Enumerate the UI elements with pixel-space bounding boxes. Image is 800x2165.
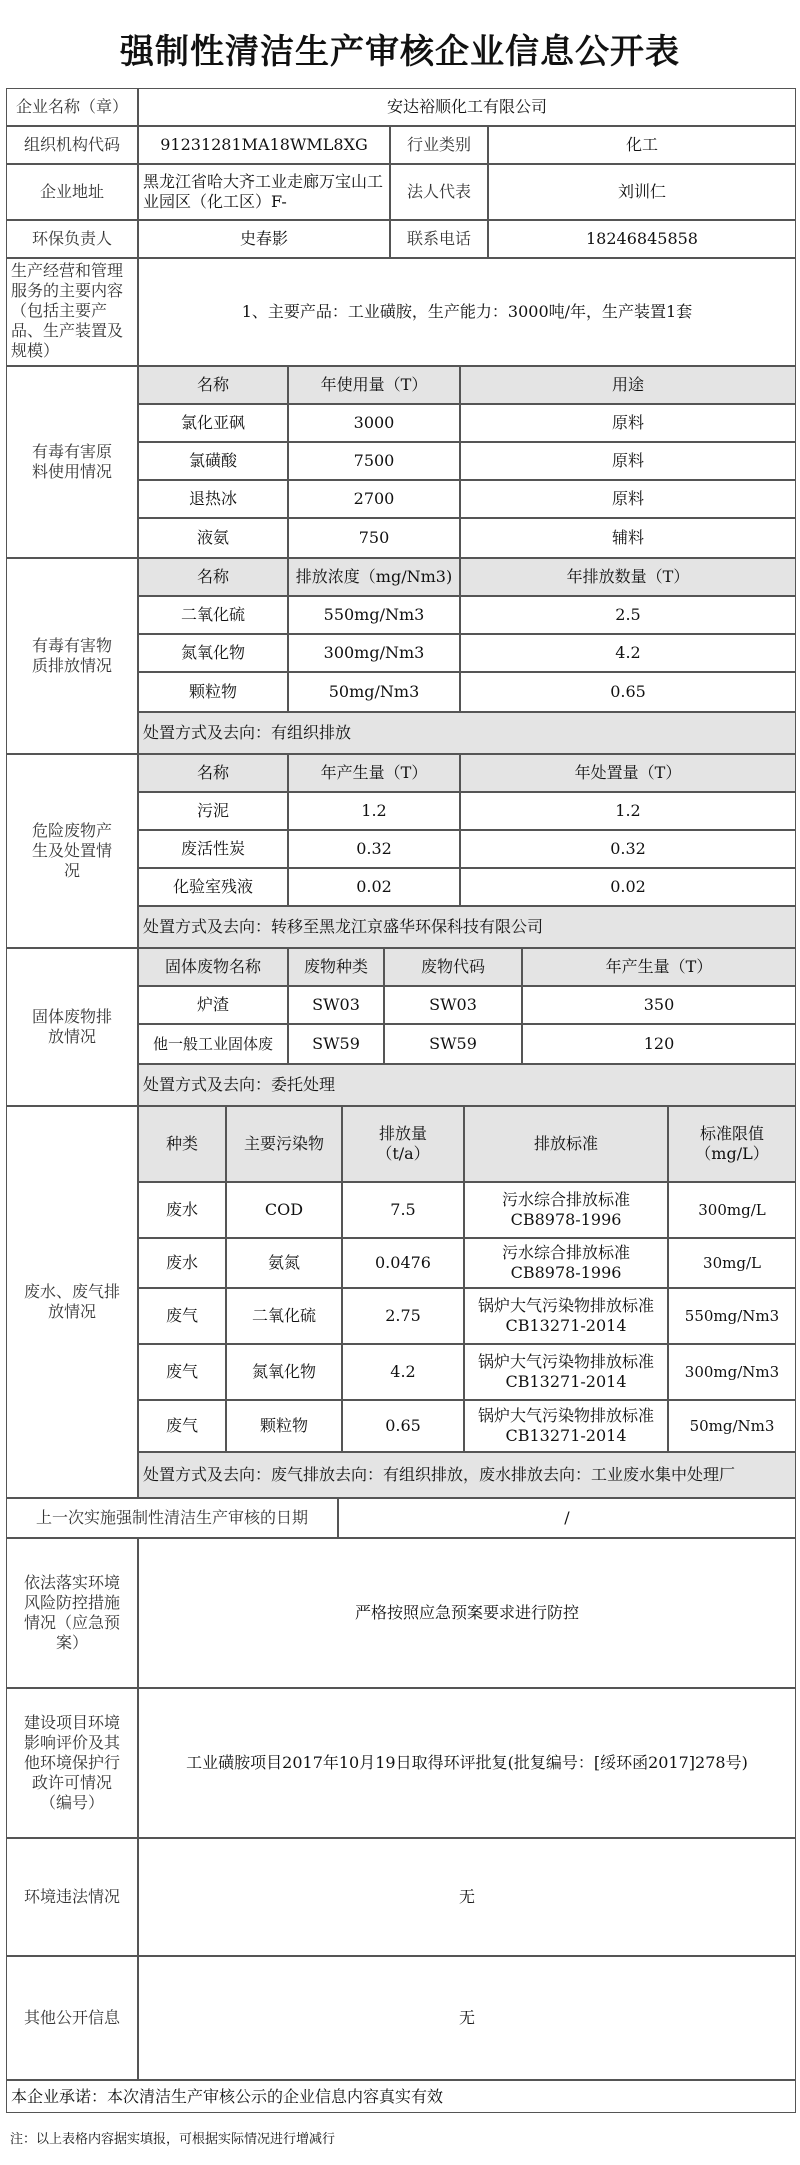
table-cell: 颗粒物 [226, 1400, 342, 1452]
toxic-materials-header: 名称 [138, 366, 288, 404]
hazardous-waste-disposal: 处置方式及去向：转移至黑龙江京盛华环保科技有限公司 [138, 906, 796, 948]
table-cell: 1.2 [460, 792, 796, 830]
table-cell: 550mg/Nm3 [288, 596, 460, 634]
company-value: 安达裕顺化工有限公司 [138, 88, 796, 126]
table-cell: 0.0476 [342, 1238, 464, 1288]
risk-control-label: 依法落实环境风险防控措施情况（应急预案） [6, 1538, 138, 1688]
env-person-label: 环保负责人 [6, 220, 138, 258]
table-cell: SW03 [384, 986, 522, 1024]
table-cell: 他一般工业固体废 [138, 1024, 288, 1064]
company-label: 企业名称（章） [6, 88, 138, 126]
table-cell: 原料 [460, 442, 796, 480]
wastewater-gas-header: 排放标准 [464, 1106, 668, 1182]
table-cell: 废活性炭 [138, 830, 288, 868]
wastewater-gas-header: 标准限值（mg/L） [668, 1106, 796, 1182]
page-title: 强制性清洁生产审核企业信息公开表 [120, 32, 680, 72]
table-cell: 二氧化硫 [226, 1288, 342, 1344]
table-cell: 污泥 [138, 792, 288, 830]
table-cell: 原料 [460, 480, 796, 518]
table-cell: 锅炉大气污染物排放标准CB13271-2014 [464, 1400, 668, 1452]
industry-label: 行业类别 [390, 126, 488, 164]
env-person-value: 史春影 [138, 220, 390, 258]
toxic-emissions-header: 名称 [138, 558, 288, 596]
eia-label: 建设项目环境影响评价及其他环境保护行政许可情况（编号） [6, 1688, 138, 1838]
other-info-label: 其他公开信息 [6, 1956, 138, 2080]
address-value: 黑龙江省哈大齐工业走廊万宝山工业园区（化工区）F- [138, 164, 390, 220]
table-cell: SW03 [288, 986, 384, 1024]
legal-rep-label: 法人代表 [390, 164, 488, 220]
table-cell: 0.02 [288, 868, 460, 906]
table-cell: 污水综合排放标准CB8978-1996 [464, 1238, 668, 1288]
table-cell: 氮氧化物 [226, 1344, 342, 1400]
toxic-materials-header: 用途 [460, 366, 796, 404]
table-cell: 化验室残液 [138, 868, 288, 906]
table-cell: 辅料 [460, 518, 796, 558]
table-cell: 50mg/Nm3 [288, 672, 460, 712]
table-cell: 液氨 [138, 518, 288, 558]
table-cell: 废水 [138, 1182, 226, 1238]
table-cell: 二氧化硫 [138, 596, 288, 634]
business-label: 生产经营和管理服务的主要内容（包括主要产品、生产装置及规模） [6, 258, 138, 366]
table-cell: 原料 [460, 404, 796, 442]
hazardous-waste-header: 年处置量（T） [460, 754, 796, 792]
table-cell: 0.32 [460, 830, 796, 868]
table-cell: 50mg/Nm3 [668, 1400, 796, 1452]
address-label: 企业地址 [6, 164, 138, 220]
table-cell: 氮氧化物 [138, 634, 288, 672]
toxic-emissions-header: 排放浓度（mg/Nm3) [288, 558, 460, 596]
industry-value: 化工 [488, 126, 796, 164]
table-cell: 350 [522, 986, 796, 1024]
solid-waste-header: 废物代码 [384, 948, 522, 986]
phone-value: 18246845858 [488, 220, 796, 258]
table-cell: 30mg/L [668, 1238, 796, 1288]
wastewater-gas-label: 废水、废气排放情况 [6, 1106, 138, 1498]
eia-value: 工业磺胺项目2017年10月19日取得环评批复(批复编号：[绥环函2017]278号) [138, 1688, 796, 1838]
other-info-value: 无 [138, 1956, 796, 2080]
table-cell: 锅炉大气污染物排放标准CB13271-2014 [464, 1288, 668, 1344]
table-cell: 0.65 [342, 1400, 464, 1452]
wastewater-gas-header: 主要污染物 [226, 1106, 342, 1182]
table-cell: 废水 [138, 1238, 226, 1288]
table-cell: 4.2 [460, 634, 796, 672]
hazardous-waste-header: 年产生量（T） [288, 754, 460, 792]
last-audit-label: 上一次实施强制性清洁生产审核的日期 [6, 1498, 338, 1538]
table-cell: 750 [288, 518, 460, 558]
violation-value: 无 [138, 1838, 796, 1956]
solid-waste-header: 固体废物名称 [138, 948, 288, 986]
business-value: 1、主要产品：工业磺胺，生产能力：3000吨/年，生产装置1套 [138, 258, 796, 366]
table-cell: 3000 [288, 404, 460, 442]
hazardous-waste-label: 危险废物产生及处置情况 [6, 754, 138, 948]
risk-control-value: 严格按照应急预案要求进行防控 [138, 1538, 796, 1688]
last-audit-value: / [338, 1498, 796, 1538]
table-cell: 氨氮 [226, 1238, 342, 1288]
table-cell: 退热冰 [138, 480, 288, 518]
legal-rep-value: 刘训仁 [488, 164, 796, 220]
toxic-emissions-header: 年排放数量（T） [460, 558, 796, 596]
pledge-text: 本企业承诺：本次清洁生产审核公示的企业信息内容真实有效 [6, 2080, 796, 2113]
table-cell: 废气 [138, 1344, 226, 1400]
wastewater-gas-header: 种类 [138, 1106, 226, 1182]
table-cell: 0.32 [288, 830, 460, 868]
table-cell: 300mg/Nm3 [668, 1344, 796, 1400]
table-cell: 4.2 [342, 1344, 464, 1400]
wastewater-gas-disposal: 处置方式及去向：废气排放去向：有组织排放，废水排放去向：工业废水集中处理厂 [138, 1452, 796, 1498]
solid-waste-label: 固体废物排放情况 [6, 948, 138, 1106]
violation-label: 环境违法情况 [6, 1838, 138, 1956]
table-cell: SW59 [384, 1024, 522, 1064]
org-code-label: 组织机构代码 [6, 126, 138, 164]
table-cell: 炉渣 [138, 986, 288, 1024]
toxic-materials-header: 年使用量（T） [288, 366, 460, 404]
table-cell: 0.02 [460, 868, 796, 906]
solid-waste-header: 废物种类 [288, 948, 384, 986]
table-cell: 锅炉大气污染物排放标准CB13271-2014 [464, 1344, 668, 1400]
table-cell: 2.5 [460, 596, 796, 634]
table-cell: 污水综合排放标准CB8978-1996 [464, 1182, 668, 1238]
footnote: 注：以上表格内容据实填报，可根据实际情况进行增减行 [10, 2132, 336, 2147]
table-cell: 氯磺酸 [138, 442, 288, 480]
org-code-value: 91231281MA18WML8XG [138, 126, 390, 164]
table-cell: 300mg/Nm3 [288, 634, 460, 672]
table-cell: 2700 [288, 480, 460, 518]
table-cell: 7500 [288, 442, 460, 480]
table-cell: 550mg/Nm3 [668, 1288, 796, 1344]
table-cell: 废气 [138, 1400, 226, 1452]
table-cell: 2.75 [342, 1288, 464, 1344]
table-cell: 1.2 [288, 792, 460, 830]
solid-waste-header: 年产生量（T） [522, 948, 796, 986]
table-cell: 7.5 [342, 1182, 464, 1238]
hazardous-waste-header: 名称 [138, 754, 288, 792]
table-cell: 0.65 [460, 672, 796, 712]
table-cell: COD [226, 1182, 342, 1238]
table-cell: 120 [522, 1024, 796, 1064]
wastewater-gas-header: 排放量（t/a） [342, 1106, 464, 1182]
table-cell: 300mg/L [668, 1182, 796, 1238]
toxic-materials-label: 有毒有害原料使用情况 [6, 366, 138, 558]
table-cell: 氯化亚砜 [138, 404, 288, 442]
table-cell: SW59 [288, 1024, 384, 1064]
solid-waste-disposal: 处置方式及去向：委托处理 [138, 1064, 796, 1106]
table-cell: 废气 [138, 1288, 226, 1344]
phone-label: 联系电话 [390, 220, 488, 258]
table-cell: 颗粒物 [138, 672, 288, 712]
toxic-emissions-label: 有毒有害物质排放情况 [6, 558, 138, 754]
toxic-emissions-disposal: 处置方式及去向：有组织排放 [138, 712, 796, 754]
